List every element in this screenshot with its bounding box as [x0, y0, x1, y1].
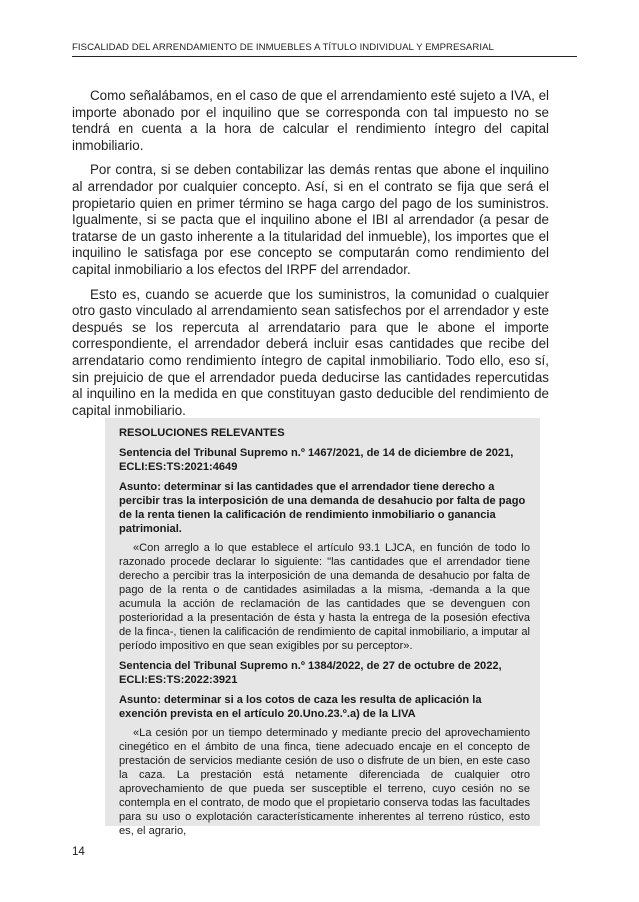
case-quote: «La cesión por un tiempo determinado y mediante precio del aprovechamiento cinegético en el ámbito de una finca, tiene adecuado encaje en el concepto de prestación de servicios mediante cesión de uso o disfrute de un bien, en este caso la caza. La prestación está netamente diferenciada de cualquier otro aprovechamiento de que pueda ser susceptible el terreno, cuyo cesión no se contempla en el contrato, de modo que el propietario conserva todas las facultades para su uso o explotación característicamente inherentes al terreno rústico, esto es, el agrario,	[119, 727, 530, 837]
main-text	[72, 88, 549, 427]
box-title: RESOLUCIONES RELEVANTES	[119, 427, 285, 439]
header-rule	[72, 56, 577, 57]
body-paragraph: Como señalábamos, en el caso de que el arrendamiento esté sujeto a IVA, el importe abonado por el inquilino que se corresponda con tal impuesto no se tendrá en cuenta a la hora de calcular el rendimiento íntegro del capital inmobiliario.	[72, 88, 549, 153]
body-paragraph: Esto es, cuando se acuerde que los suministros, la comunidad o cualquier otro gasto vinculado al arrendamiento sean satisfechos por el arrendador y este después se los repercuta al arrendatario para que le abone el importe correspondiente, el arrendador deberá incluir esas cantidades que recibe del arrendatario como rendimiento íntegro de capital inmobiliario. Todo ello, eso sí, sin prejuicio de que el arrendador pueda deducirse las cantidades repercutidas al inquilino en la medida en que constituyan gasto deducible del rendimiento de capital inmobiliario.	[72, 286, 549, 418]
case-heading: Sentencia del Tribunal Supremo n.º 1467/2021, de 14 de diciembre de 2021, ECLI:ES:TS:2021:4649	[119, 447, 514, 473]
relevant-resolutions-box	[105, 418, 540, 837]
case-subject: Asunto: determinar si a los cotos de caza les resulta de aplicación la exención prevista en el artículo 20.Uno.23.º.a) de la LIVA	[119, 694, 482, 720]
running-header: FISCALIDAD DEL ARRENDAMIENTO DE INMUEBLES A TÍTULO INDIVIDUAL Y EMPRESARIAL	[72, 42, 494, 53]
case-quote: «Con arreglo a lo que establece el artículo 93.1 LJCA, en función de todo lo razonado procede declarar lo siguiente: "las cantidades que el arrendador tiene derecho a percibir tras la interposición de una demanda de desahucio por falta de pago de la renta o de cantidades asimiladas a la misma, -demanda a la que acumula la acción de reclamación de las cantidades que se devenguen con posterioridad a la presentación de ésta y hasta la entrega de la posesión efectiva de la finca-, tienen la calificación de rendimiento de capital inmobiliario, a imputar al período impositivo en que sean exigibles por su perceptor».	[119, 542, 530, 652]
case-subject: Asunto: determinar si las cantidades que el arrendador tiene derecho a percibir tras la interposición de una demanda de desahucio por falta de pago de la renta tienen la calificación de rendimiento inmobiliario o ganancia patrimonial.	[119, 481, 526, 535]
case-heading: Sentencia del Tribunal Supremo n.º 1384/2022, de 27 de octubre de 2022, ECLI:ES:TS:2022:3921	[119, 660, 502, 686]
body-paragraph: Por contra, si se deben contabilizar las demás rentas que abone el inquilino al arrendador por cualquier concepto. Así, si en el contrato se fija que será el propietario quien en primer término se haga cargo del pago de los suministros. Igualmente, si se pacta que el inquilino abone el IBI al arrendador (a pesar de tratarse de un gasto inherente a la titularidad del inmueble), los importes que el inquilino le satisfaga por ese concepto se computarán como rendimiento del capital inmobiliario a los efectos del IRPF del arrendador.	[72, 162, 549, 277]
page-number: 14	[72, 846, 85, 858]
